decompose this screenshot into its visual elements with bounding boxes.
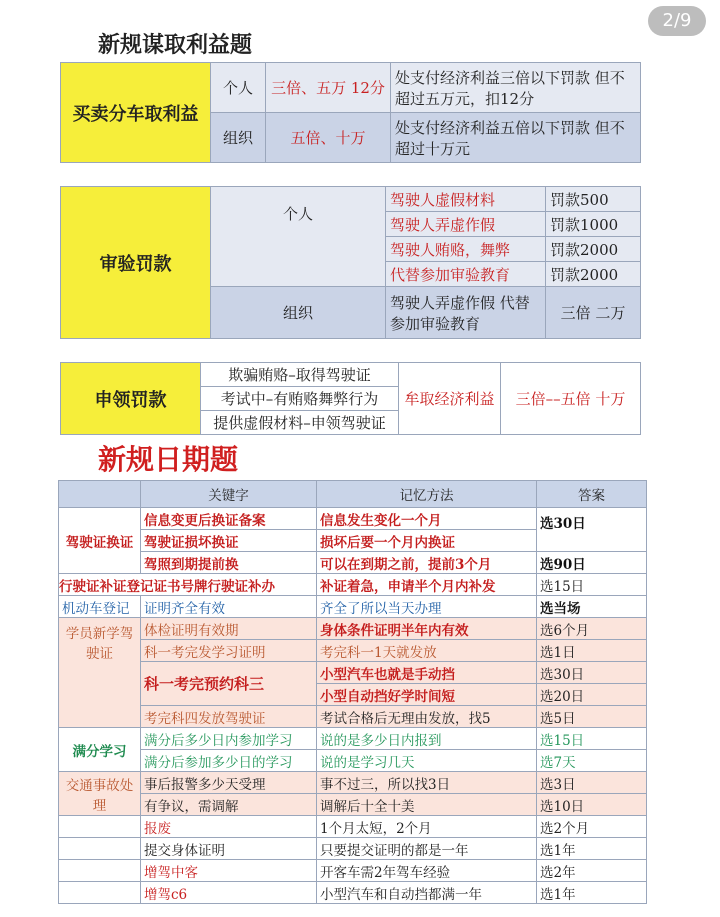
row-answer: 选20日 (537, 684, 647, 706)
review-act: 驾驶人虚假材料 (386, 187, 546, 212)
group-empty (59, 860, 141, 882)
row-keyword: 事后报警多少天受理 (141, 772, 317, 794)
row-answer: 选5日 (537, 706, 647, 728)
row-answer: 选7天 (537, 750, 647, 772)
group-reissue: 行驶证补证登记证书号牌行驶证补办 (59, 574, 317, 596)
benefit-who: 组织 (211, 113, 266, 163)
benefit-who: 个人 (211, 63, 266, 113)
row-keyword: 增驾中客 (141, 860, 317, 882)
row-answer: 选15日 (537, 728, 647, 750)
row-method: 说的是学习几天 (317, 750, 537, 772)
benefit-penalty: 五倍、十万 (266, 113, 391, 163)
row-keyword: 信息变更后换证备案 (141, 508, 317, 530)
apply-act: 欺骗贿赂–取得驾驶证 (201, 363, 399, 387)
apply-fine: 三倍––五倍 十万 (501, 363, 641, 435)
row-answer: 选2年 (537, 860, 647, 882)
row-method: 小型汽车也就是手动挡 (317, 662, 537, 684)
group-new-learner: 学员新学驾驶证 (59, 618, 141, 728)
row-answer: 选1日 (537, 640, 647, 662)
review-fine: 罚款2000 (546, 262, 641, 287)
apply-label: 申领罚款 (61, 363, 201, 435)
benefit-label: 买卖分车取利益 (61, 63, 211, 163)
row-method: 可以在到期之前，提前3个月 (317, 552, 537, 574)
apply-fine-table (60, 362, 641, 435)
review-label: 审验罚款 (61, 187, 211, 339)
row-keyword: 考完科四发放驾驶证 (141, 706, 317, 728)
header-keyword: 关键字 (141, 481, 317, 508)
row-method: 事不过三，所以找3日 (317, 772, 537, 794)
row-method: 说的是多少日内报到 (317, 728, 537, 750)
row-keyword: 科一考完发学习证明 (141, 640, 317, 662)
row-keyword: 科一考完预约科三 (141, 662, 317, 706)
row-keyword: 驾照到期提前换 (141, 552, 317, 574)
row-method: 身体条件证明半年内有效 (317, 618, 537, 640)
benefit-desc: 处支付经济利益五倍以下罚款 但不超过十万元 (391, 113, 641, 163)
apply-act: 提供虚假材料–申领驾驶证 (201, 411, 399, 435)
review-fine: 罚款1000 (546, 212, 641, 237)
review-act: 驾驶人弄虚作假 (386, 212, 546, 237)
apply-gain: 牟取经济利益 (399, 363, 501, 435)
group-empty (59, 838, 141, 860)
benefit-desc: 处支付经济利益三倍以下罚款 但不超过五万元，扣12分 (391, 63, 641, 113)
header-empty (59, 481, 141, 508)
header-method: 记忆方法 (317, 481, 537, 508)
row-method: 信息发生变化一个月 (317, 508, 537, 530)
row-keyword: 有争议，需调解 (141, 794, 317, 816)
row-keyword: 满分后参加多少日的学习 (141, 750, 317, 772)
row-method: 考试合格后无理由发放，找5 (317, 706, 537, 728)
review-act: 驾驶人贿赂，舞弊 (386, 237, 546, 262)
review-fine: 罚款500 (546, 187, 641, 212)
row-keyword: 提交身体证明 (141, 838, 317, 860)
row-answer: 选3日 (537, 772, 647, 794)
row-answer: 选30日 (537, 508, 647, 552)
section-title-benefit: 新规谋取利益题 (98, 33, 253, 58)
apply-act: 考试中–有贿赂舞弊行为 (201, 387, 399, 411)
row-method: 齐全了所以当天办理 (317, 596, 537, 618)
review-fine-table (60, 186, 641, 339)
row-answer: 选10日 (537, 794, 647, 816)
row-method: 小型自动挡好学时间短 (317, 684, 537, 706)
row-method: 1个月太短，2个月 (317, 816, 537, 838)
row-keyword: 驾驶证损坏换证 (141, 530, 317, 552)
row-method: 小型汽车和自动挡都满一年 (317, 882, 537, 904)
row-answer: 选当场 (537, 596, 647, 618)
page-indicator-badge: 2/9 (648, 6, 706, 36)
row-answer: 选1年 (537, 838, 647, 860)
row-keyword: 证明齐全有效 (141, 596, 317, 618)
group-accident-handling: 交通事故处理 (59, 772, 141, 816)
header-answer: 答案 (537, 481, 647, 508)
review-org-acts: 驾驶人弄虚作假 代替参加审验教育 (386, 287, 546, 339)
section-title-dates: 新规日期题 (98, 443, 239, 476)
review-fine: 罚款2000 (546, 237, 641, 262)
row-method: 考完科一1天就发放 (317, 640, 537, 662)
group-full-score-study: 满分学习 (59, 728, 141, 772)
row-keyword: 满分后多少日内参加学习 (141, 728, 317, 750)
date-table (58, 480, 647, 904)
review-person: 个人 (211, 187, 386, 287)
group-vehicle-registration: 机动车登记 (59, 596, 141, 618)
row-answer: 选2个月 (537, 816, 647, 838)
row-answer: 选1年 (537, 882, 647, 904)
group-license-renew: 驾驶证换证 (59, 508, 141, 574)
row-answer: 选15日 (537, 574, 647, 596)
benefit-table (60, 62, 641, 163)
review-org-fine: 三倍 二万 (546, 287, 641, 339)
row-keyword: 报废 (141, 816, 317, 838)
row-method: 调解后十全十美 (317, 794, 537, 816)
review-org: 组织 (211, 287, 386, 339)
row-answer: 选6个月 (537, 618, 647, 640)
row-method: 开客车需2年驾车经验 (317, 860, 537, 882)
benefit-penalty: 三倍、五万 12分 (266, 63, 391, 113)
row-answer: 选30日 (537, 662, 647, 684)
row-keyword: 增驾c6 (141, 882, 317, 904)
row-method: 损坏后要一个月内换证 (317, 530, 537, 552)
row-method: 补证着急，申请半个月内补发 (317, 574, 537, 596)
row-method: 只要提交证明的都是一年 (317, 838, 537, 860)
group-empty (59, 882, 141, 904)
row-keyword: 体检证明有效期 (141, 618, 317, 640)
review-act: 代替参加审验教育 (386, 262, 546, 287)
group-empty (59, 816, 141, 838)
row-answer: 选90日 (537, 552, 647, 574)
